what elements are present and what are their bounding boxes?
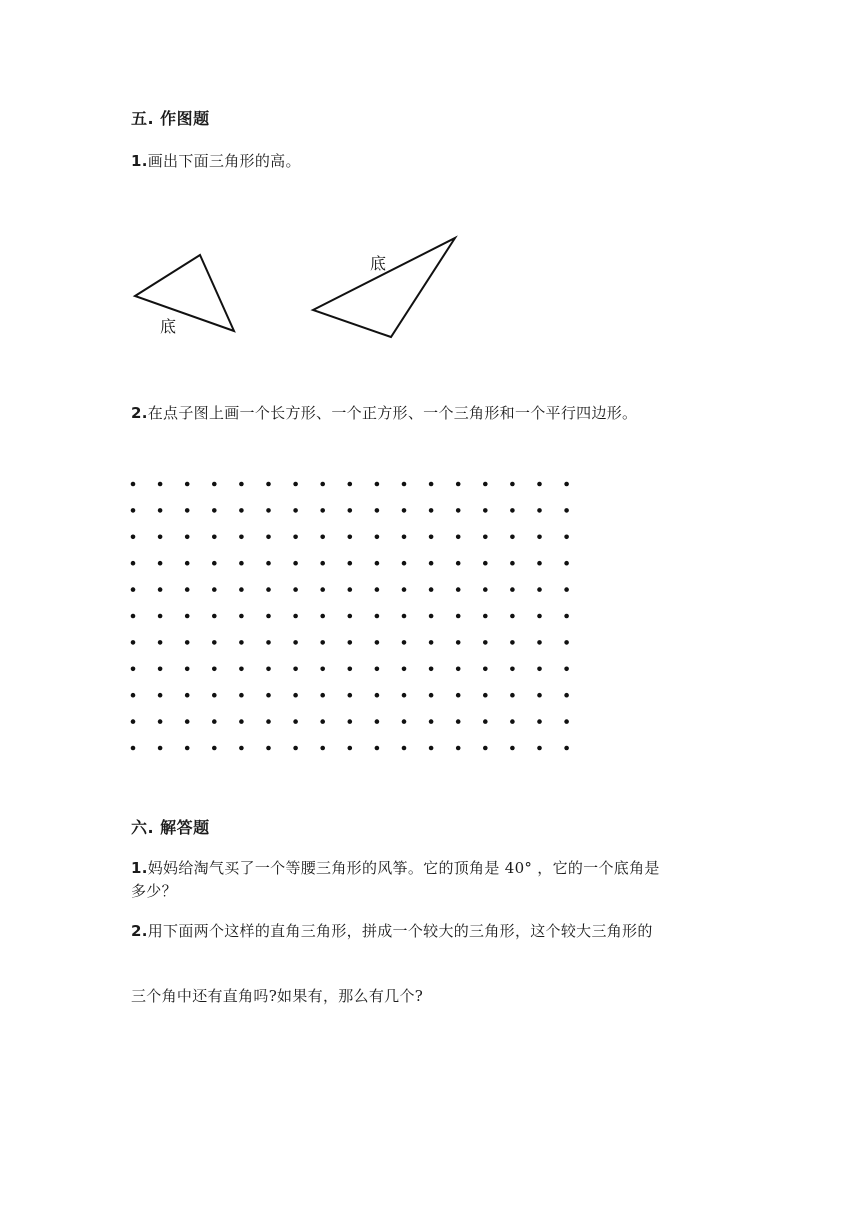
grid-dot bbox=[456, 482, 461, 487]
grid-dot bbox=[402, 561, 407, 566]
grid-dot bbox=[212, 719, 217, 724]
grid-dot bbox=[320, 587, 325, 592]
grid-dot bbox=[158, 482, 163, 487]
triangle-left bbox=[135, 255, 234, 331]
grid-dot bbox=[564, 719, 569, 724]
grid-dot bbox=[510, 561, 515, 566]
grid-dot bbox=[510, 719, 515, 724]
grid-dot bbox=[266, 667, 271, 672]
grid-dot bbox=[429, 587, 434, 592]
grid-dot bbox=[131, 535, 136, 540]
grid-dot bbox=[456, 746, 461, 751]
grid-dot bbox=[158, 561, 163, 566]
grid-dot bbox=[320, 693, 325, 698]
grid-dot bbox=[564, 508, 569, 513]
grid-dot bbox=[483, 693, 488, 698]
grid-dot bbox=[537, 614, 542, 619]
grid-dot bbox=[402, 587, 407, 592]
grid-dot bbox=[131, 693, 136, 698]
grid-dot bbox=[239, 667, 244, 672]
grid-dot bbox=[375, 508, 380, 513]
grid-dot bbox=[510, 667, 515, 672]
grid-dot bbox=[375, 614, 380, 619]
grid-dot bbox=[348, 719, 353, 724]
grid-dot bbox=[348, 535, 353, 540]
grid-dot bbox=[293, 667, 298, 672]
grid-dot bbox=[537, 640, 542, 645]
grid-dot bbox=[429, 508, 434, 513]
grid-dot bbox=[375, 667, 380, 672]
grid-dot bbox=[239, 640, 244, 645]
grid-dot bbox=[429, 746, 434, 751]
grid-dot bbox=[510, 535, 515, 540]
grid-dot bbox=[402, 719, 407, 724]
question-number: 2. bbox=[131, 922, 148, 940]
grid-dot bbox=[429, 693, 434, 698]
grid-dot bbox=[239, 535, 244, 540]
grid-dot bbox=[158, 667, 163, 672]
grid-dot bbox=[266, 587, 271, 592]
grid-dot bbox=[456, 614, 461, 619]
grid-dot bbox=[510, 508, 515, 513]
grid-dot bbox=[131, 587, 136, 592]
grid-dot bbox=[185, 667, 190, 672]
grid-dot bbox=[158, 508, 163, 513]
grid-dot bbox=[185, 482, 190, 487]
question-6-2-line-2: 三个角中还有直角吗?如果有，那么有几个? bbox=[131, 987, 424, 1005]
grid-dot bbox=[429, 640, 434, 645]
grid-dot bbox=[348, 746, 353, 751]
grid-dot bbox=[239, 746, 244, 751]
grid-dot bbox=[185, 719, 190, 724]
grid-dot bbox=[320, 667, 325, 672]
grid-dot bbox=[212, 561, 217, 566]
grid-dot bbox=[266, 482, 271, 487]
grid-dot bbox=[429, 719, 434, 724]
grid-dot bbox=[239, 693, 244, 698]
grid-dot bbox=[510, 482, 515, 487]
grid-dot bbox=[402, 746, 407, 751]
grid-dot bbox=[185, 535, 190, 540]
question-number: 2. bbox=[131, 404, 148, 422]
grid-dot bbox=[483, 508, 488, 513]
grid-dot bbox=[212, 535, 217, 540]
grid-dot bbox=[320, 535, 325, 540]
grid-dot bbox=[402, 508, 407, 513]
grid-dot bbox=[564, 614, 569, 619]
grid-dot bbox=[564, 640, 569, 645]
grid-dot bbox=[483, 667, 488, 672]
question-text: 在点子图上画一个长方形、一个正方形、一个三角形和一个平行四边形。 bbox=[147, 404, 638, 422]
grid-dot bbox=[456, 640, 461, 645]
grid-dot bbox=[564, 561, 569, 566]
grid-dot bbox=[212, 508, 217, 513]
grid-dot bbox=[375, 719, 380, 724]
grid-dot bbox=[320, 482, 325, 487]
question-6-1-line-1 bbox=[131, 857, 660, 878]
grid-dot bbox=[158, 640, 163, 645]
grid-dot bbox=[239, 561, 244, 566]
grid-dot bbox=[185, 640, 190, 645]
grid-dot bbox=[564, 746, 569, 751]
grid-dot bbox=[131, 561, 136, 566]
grid-dot bbox=[185, 693, 190, 698]
grid-dot bbox=[483, 482, 488, 487]
grid-dot bbox=[537, 482, 542, 487]
grid-dot bbox=[510, 746, 515, 751]
grid-dot bbox=[293, 587, 298, 592]
grid-dot bbox=[402, 482, 407, 487]
grid-dot bbox=[456, 535, 461, 540]
grid-dot bbox=[348, 693, 353, 698]
grid-dot bbox=[212, 667, 217, 672]
grid-dot bbox=[402, 667, 407, 672]
grid-dot bbox=[348, 587, 353, 592]
grid-dot bbox=[429, 535, 434, 540]
grid-dot bbox=[483, 587, 488, 592]
grid-dot bbox=[212, 614, 217, 619]
question-number: 1. bbox=[131, 859, 148, 877]
grid-dot bbox=[510, 587, 515, 592]
grid-dot bbox=[456, 693, 461, 698]
grid-dot bbox=[158, 693, 163, 698]
grid-dot bbox=[239, 482, 244, 487]
grid-dot bbox=[348, 667, 353, 672]
grid-dot bbox=[266, 614, 271, 619]
grid-dot bbox=[293, 561, 298, 566]
grid-dot bbox=[293, 535, 298, 540]
grid-dot bbox=[320, 561, 325, 566]
grid-dot bbox=[375, 535, 380, 540]
grid-dot bbox=[537, 719, 542, 724]
grid-dot bbox=[456, 667, 461, 672]
grid-dot bbox=[131, 508, 136, 513]
grid-dot bbox=[375, 693, 380, 698]
grid-dot bbox=[564, 482, 569, 487]
question-number: 1. bbox=[131, 152, 148, 170]
grid-dot bbox=[293, 508, 298, 513]
grid-dot bbox=[537, 587, 542, 592]
grid-dot bbox=[456, 719, 461, 724]
grid-dot bbox=[185, 587, 190, 592]
grid-dot bbox=[158, 746, 163, 751]
grid-dot bbox=[158, 535, 163, 540]
grid-dot bbox=[131, 640, 136, 645]
grid-dot bbox=[293, 614, 298, 619]
grid-dot bbox=[402, 614, 407, 619]
grid-dot bbox=[348, 614, 353, 619]
grid-dot bbox=[510, 693, 515, 698]
grid-dot bbox=[320, 508, 325, 513]
grid-dot bbox=[402, 535, 407, 540]
grid-dot bbox=[293, 719, 298, 724]
grid-dot bbox=[348, 482, 353, 487]
grid-dot bbox=[510, 614, 515, 619]
grid-dot bbox=[483, 614, 488, 619]
grid-dot bbox=[375, 587, 380, 592]
grid-dot bbox=[564, 587, 569, 592]
section-6-title: 六. 解答题 bbox=[131, 818, 210, 837]
grid-dot bbox=[185, 508, 190, 513]
grid-dot bbox=[158, 719, 163, 724]
grid-dot bbox=[266, 535, 271, 540]
question-6-2-line-1 bbox=[131, 920, 653, 941]
grid-dot bbox=[212, 587, 217, 592]
question-text: 画出下面三角形的高。 bbox=[147, 152, 301, 170]
grid-dot bbox=[320, 640, 325, 645]
grid-dot bbox=[239, 614, 244, 619]
grid-dot bbox=[429, 482, 434, 487]
grid-dot bbox=[537, 693, 542, 698]
grid-dot bbox=[131, 614, 136, 619]
grid-dot bbox=[266, 640, 271, 645]
grid-dot bbox=[429, 561, 434, 566]
grid-dot bbox=[402, 693, 407, 698]
base-label-left: 底 bbox=[160, 317, 177, 336]
grid-dot bbox=[293, 746, 298, 751]
grid-dot bbox=[456, 508, 461, 513]
grid-dot bbox=[131, 719, 136, 724]
grid-dot bbox=[537, 508, 542, 513]
grid-dot bbox=[293, 482, 298, 487]
grid-dot bbox=[239, 587, 244, 592]
question-5-2 bbox=[131, 402, 637, 423]
question-text: 用下面两个这样的直角三角形，拼成一个较大的三角形，这个较大三角形的 bbox=[147, 922, 653, 940]
grid-dot bbox=[131, 482, 136, 487]
grid-dot bbox=[158, 614, 163, 619]
grid-dot bbox=[348, 640, 353, 645]
grid-dot bbox=[293, 693, 298, 698]
grid-dot bbox=[266, 561, 271, 566]
grid-dot bbox=[456, 561, 461, 566]
grid-dot bbox=[266, 693, 271, 698]
grid-dot bbox=[483, 746, 488, 751]
grid-dot bbox=[537, 561, 542, 566]
grid-dot bbox=[212, 746, 217, 751]
grid-dot bbox=[131, 746, 136, 751]
grid-dot bbox=[266, 719, 271, 724]
grid-dot bbox=[320, 719, 325, 724]
grid-dot bbox=[158, 587, 163, 592]
grid-dot bbox=[266, 746, 271, 751]
grid-dot bbox=[537, 746, 542, 751]
grid-dot bbox=[185, 561, 190, 566]
question-5-1 bbox=[131, 150, 301, 171]
grid-dot bbox=[185, 746, 190, 751]
question-text: 妈妈给淘气买了一个等腰三角形的风筝。它的顶角是 40° ，它的一个底角是 bbox=[147, 859, 660, 877]
base-label-right: 底 bbox=[370, 254, 387, 273]
grid-dot bbox=[212, 482, 217, 487]
grid-dot bbox=[131, 667, 136, 672]
grid-dot bbox=[320, 746, 325, 751]
grid-dot bbox=[429, 614, 434, 619]
grid-dot bbox=[212, 693, 217, 698]
grid-dot bbox=[483, 719, 488, 724]
grid-dot bbox=[375, 640, 380, 645]
grid-dot bbox=[185, 614, 190, 619]
grid-dot bbox=[375, 482, 380, 487]
section-5-title: 五. 作图题 bbox=[131, 109, 210, 128]
grid-dot bbox=[320, 614, 325, 619]
grid-dot bbox=[510, 640, 515, 645]
grid-dot bbox=[537, 667, 542, 672]
grid-dot bbox=[348, 508, 353, 513]
grid-dot bbox=[483, 640, 488, 645]
grid-dot bbox=[375, 746, 380, 751]
grid-dot bbox=[212, 640, 217, 645]
grid-dot bbox=[537, 535, 542, 540]
grid-dot bbox=[239, 508, 244, 513]
grid-dot bbox=[564, 693, 569, 698]
grid-dot bbox=[239, 719, 244, 724]
grid-dot bbox=[456, 587, 461, 592]
grid-dot bbox=[266, 508, 271, 513]
grid-dot bbox=[564, 667, 569, 672]
grid-dot bbox=[483, 535, 488, 540]
grid-dot bbox=[375, 561, 380, 566]
grid-dot bbox=[483, 561, 488, 566]
grid-dot bbox=[564, 535, 569, 540]
grid-dot bbox=[293, 640, 298, 645]
grid-dot bbox=[429, 667, 434, 672]
grid-dot bbox=[348, 561, 353, 566]
grid-dot bbox=[402, 640, 407, 645]
question-6-1-line-2: 多少？ bbox=[131, 882, 177, 900]
